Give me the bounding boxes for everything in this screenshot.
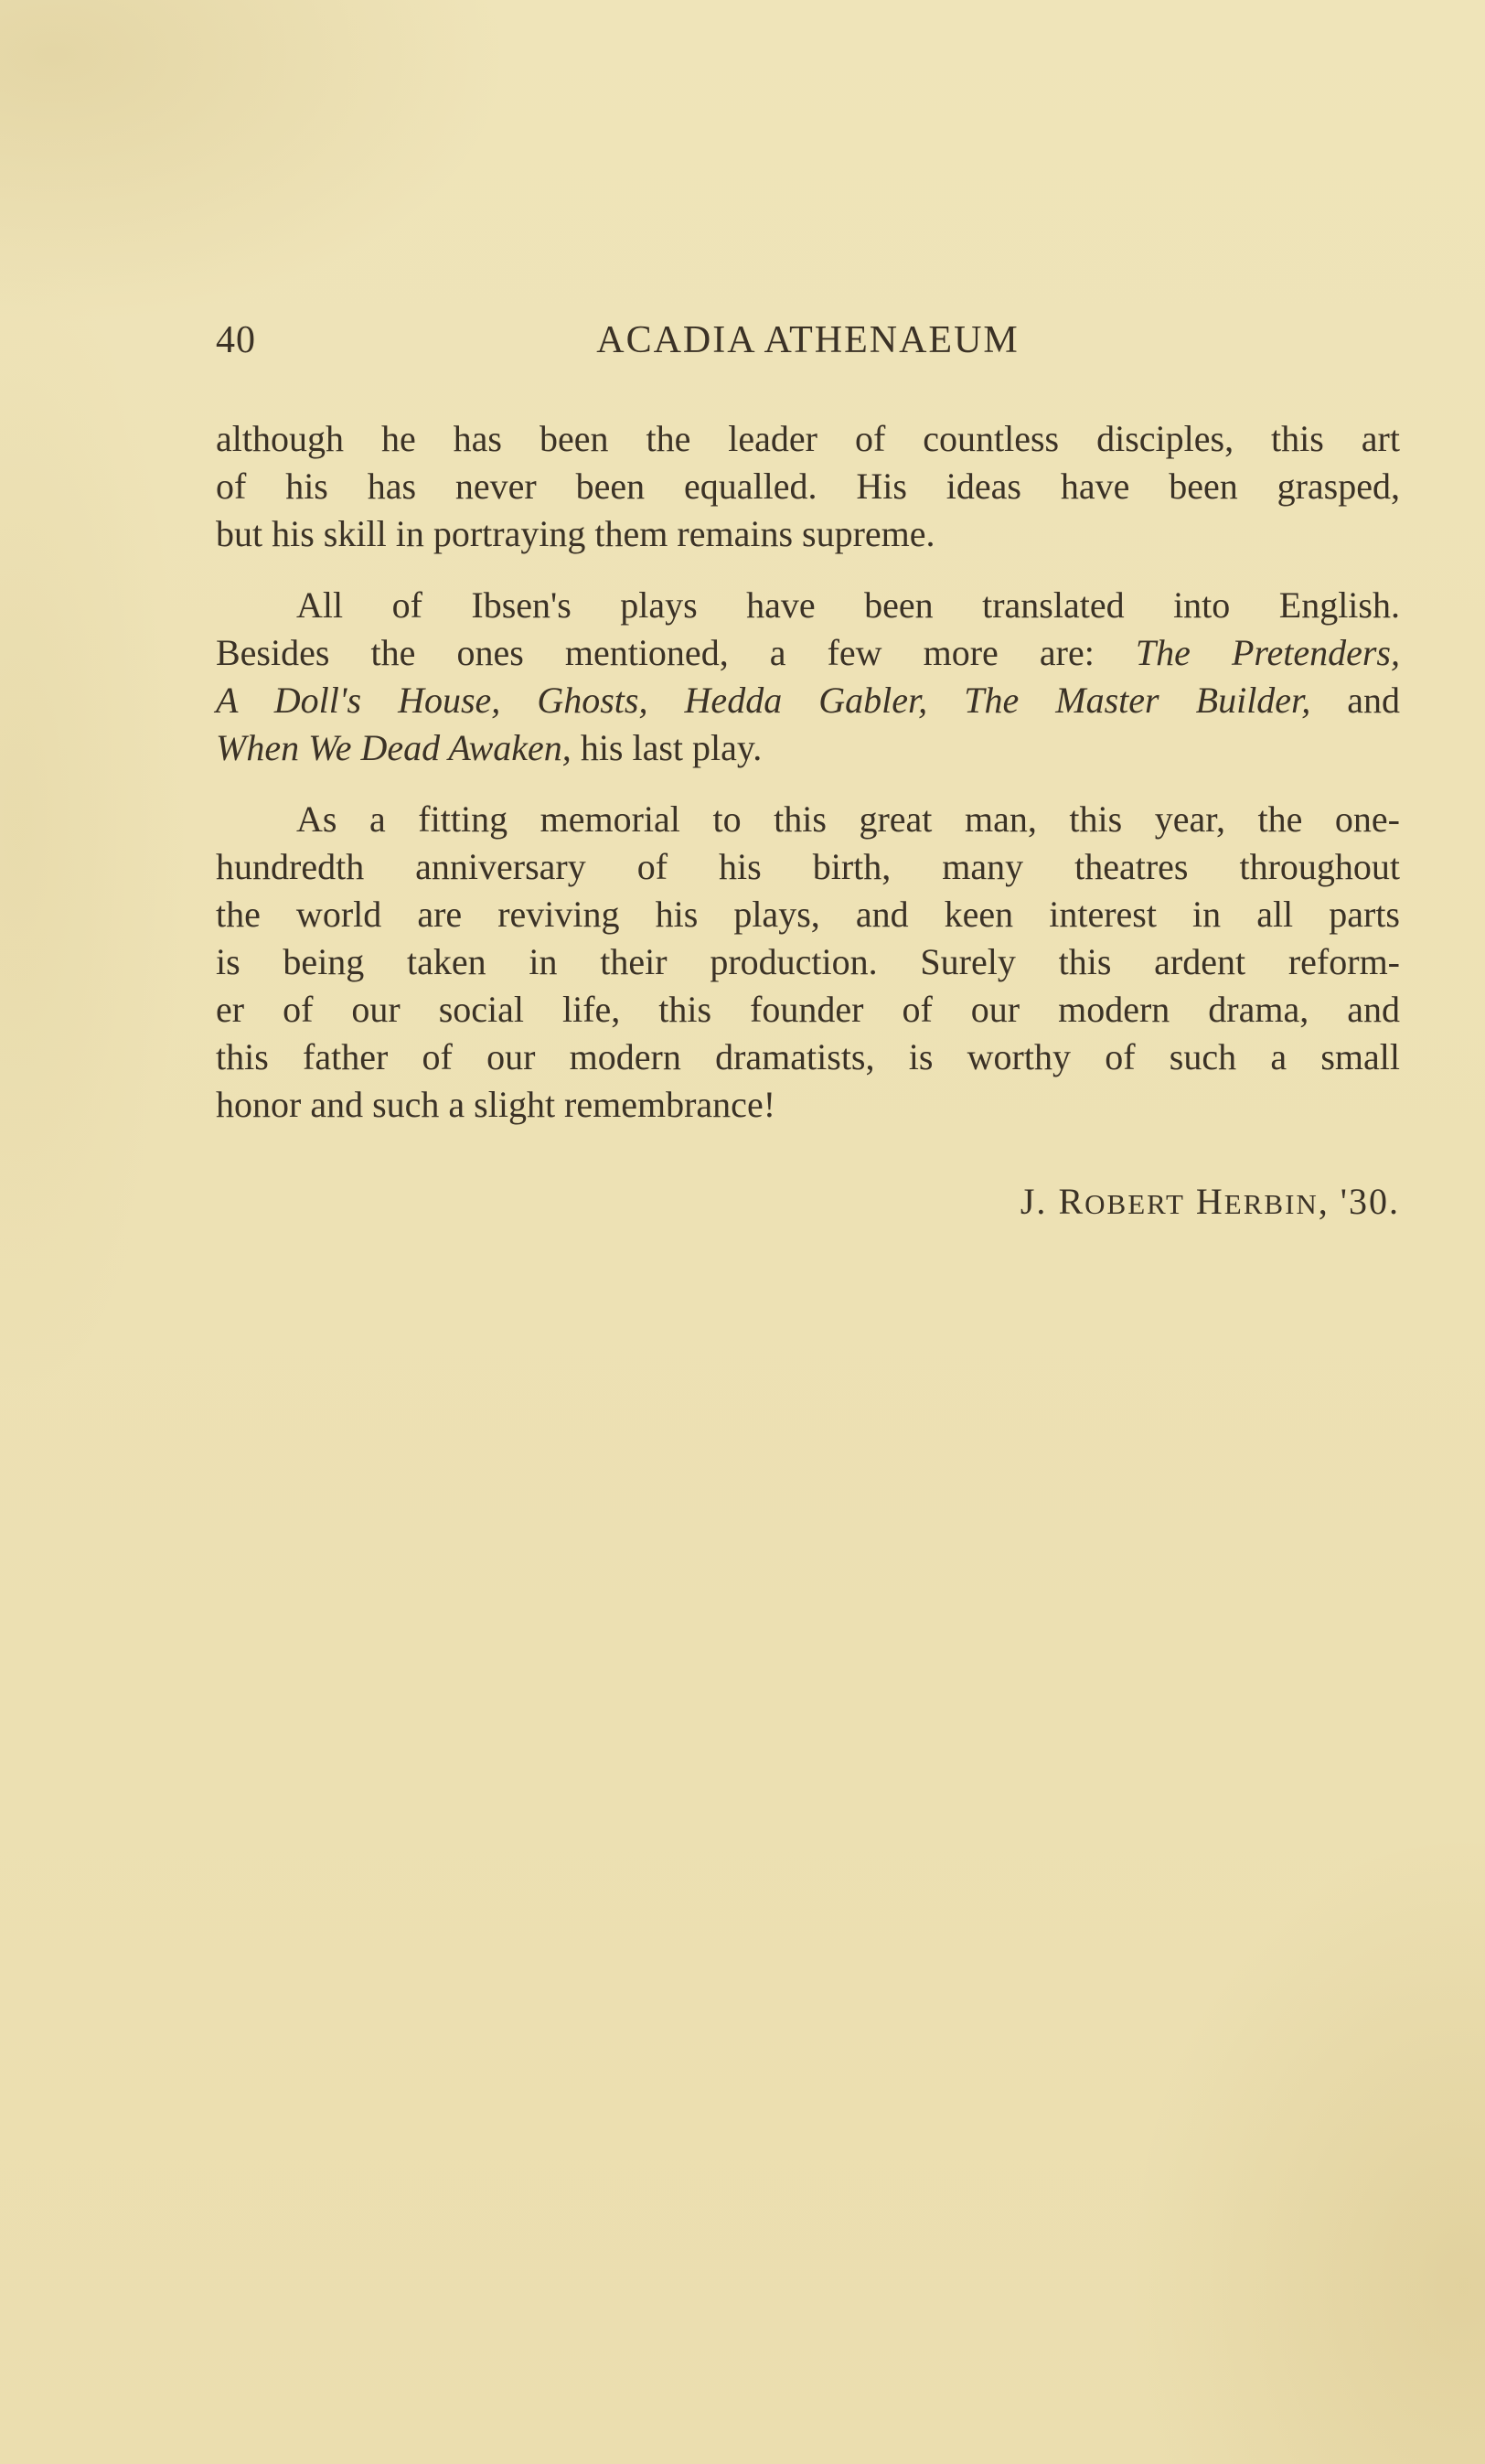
paragraph-2	[216, 582, 1400, 772]
text-line: hundredth anniversary of his birth, many theatres throughout	[216, 846, 1400, 887]
text-line: is being taken in their production. Surely this ardent reform-	[216, 941, 1400, 982]
article-body	[216, 415, 1400, 1152]
text-fragment: Besides the ones mentioned, a few more are:	[216, 632, 1136, 673]
text-line: As a fitting memorial to this great man, this year, the one-	[296, 798, 1400, 840]
text-line: the world are reviving his plays, and keen interest in all parts	[216, 894, 1400, 935]
paragraph-3	[216, 796, 1400, 1129]
page-number: 40	[216, 319, 256, 361]
running-header	[216, 318, 1400, 377]
paragraph-1	[216, 415, 1400, 558]
text-fragment: his last play.	[580, 727, 763, 768]
text-line: honor and such a slight remembrance!	[216, 1084, 776, 1125]
signature-first-rest: OBERT	[1084, 1188, 1185, 1220]
text-line: of his has never been equalled. His ideas have been grasped,	[216, 466, 1400, 507]
play-title: The Pretenders,	[1135, 632, 1401, 673]
signature-first-cap: R	[1058, 1181, 1085, 1222]
play-title: When We Dead Awaken,	[216, 727, 572, 768]
text-line	[216, 724, 1400, 772]
signature-last-cap: H	[1195, 1181, 1224, 1222]
author-signature	[1020, 1180, 1400, 1223]
signature-last-rest: ERBIN	[1223, 1188, 1319, 1220]
signature-class-year: , '30.	[1318, 1181, 1400, 1222]
text-line: although he has been the leader of countless disciples, this art	[216, 418, 1400, 459]
journal-title: ACADIA ATHENAEUM	[596, 319, 1020, 361]
text-line	[216, 677, 1400, 724]
text-fragment: and	[1347, 680, 1401, 721]
play-title: Hedda Gabler,	[684, 680, 928, 721]
text-line	[216, 629, 1400, 677]
play-title: The Master Builder,	[964, 680, 1311, 721]
text-line: All of Ibsen's plays have been translated into English.	[296, 584, 1400, 626]
play-title: Ghosts,	[537, 680, 648, 721]
play-title: A Doll's House,	[216, 680, 501, 721]
text-line: but his skill in portraying them remains supreme.	[216, 513, 935, 554]
text-line: this father of our modern dramatists, is worthy of such a small	[216, 1036, 1400, 1077]
signature-initial: J.	[1020, 1181, 1048, 1222]
text-line: er of our social life, this founder of our modern drama, and	[216, 989, 1400, 1030]
